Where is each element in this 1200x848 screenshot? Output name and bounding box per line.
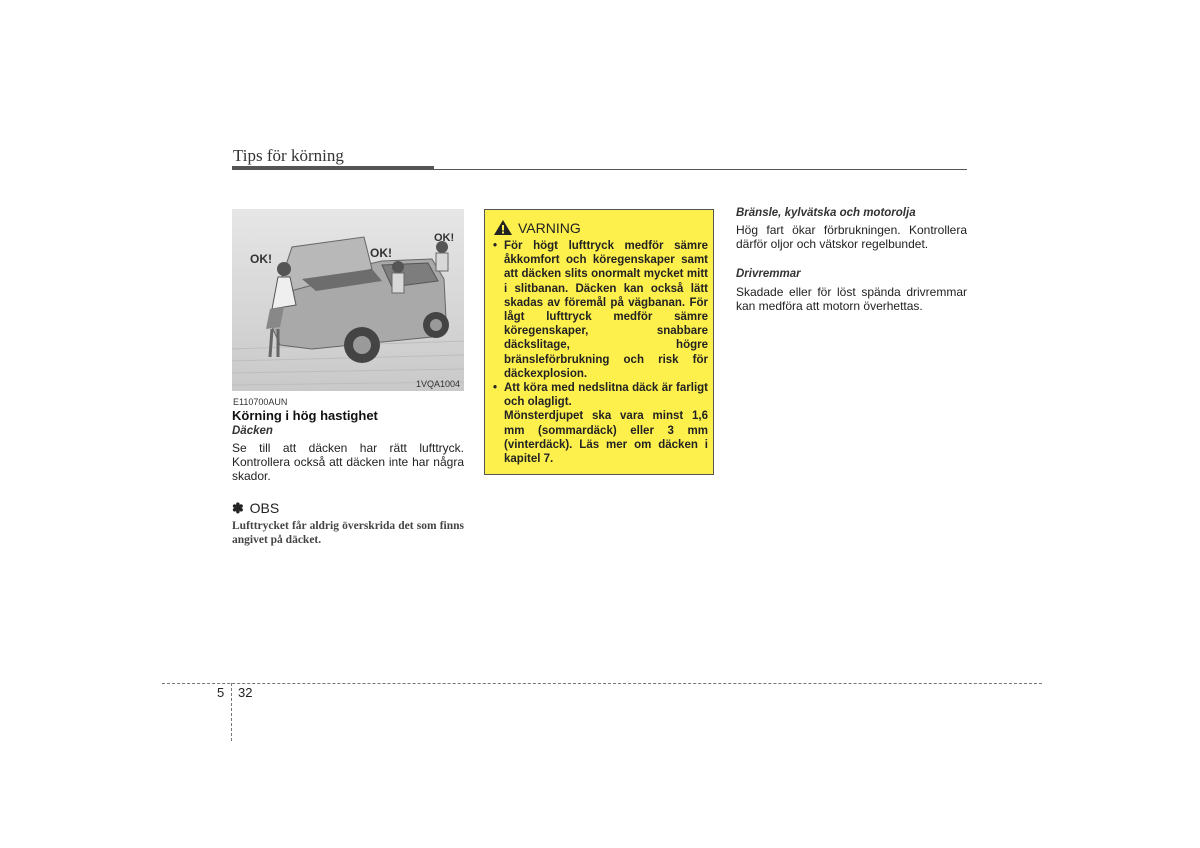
body-belts: Skadade eller för löst spända drivremmar kan medföra att motorn överhettas.	[736, 285, 967, 313]
ok-label-2: OK!	[370, 246, 392, 260]
warning-triangle-icon	[493, 219, 513, 236]
warning-title: VARNING	[518, 219, 581, 236]
body-tires: Se till att däcken har rätt lufttryck. Kontrollera också att däcken inte har några skador.	[232, 441, 464, 483]
bullet: •	[493, 382, 498, 395]
warning-item	[493, 381, 708, 466]
section-heading: Körning i hög hastighet	[232, 408, 378, 423]
subheading-fuel: Bränsle, kylvätska och motorolja	[736, 207, 916, 219]
body-fuel: Hög fart ökar förbrukningen. Kontrollera därför oljor och vätskor regelbundet.	[736, 223, 967, 251]
warning-item-text: Att köra med nedslitna däck är farligt och olagligt.	[504, 382, 708, 409]
warning-header	[493, 219, 581, 236]
obs-body: Lufttrycket får aldrig överskrida det som finns angivet på däcket.	[232, 520, 464, 546]
warning-item	[493, 239, 708, 381]
warning-item-extra: Mönsterdjupet ska vara minst 1,6 mm (sommardäck) eller 3 mm (vinterdäck). Läs mer om däcken i kapitel 7.	[504, 410, 708, 466]
footer-rule	[162, 683, 1042, 684]
chapter-number: 5	[217, 685, 225, 700]
header-thin-rule	[232, 169, 967, 170]
subheading-belts: Drivremmar	[736, 268, 801, 280]
section-code: E110700AUN	[233, 397, 288, 407]
obs-label: OBS	[249, 500, 280, 516]
ok-label-3: OK!	[434, 232, 455, 244]
warning-list	[493, 239, 708, 466]
obs-star-icon: ✽	[232, 500, 244, 516]
footer-divider	[231, 683, 232, 741]
car-illustration	[232, 209, 464, 391]
page-number: 32	[238, 685, 253, 700]
warning-item-text: För högt lufttryck medför sämre åkkomfort och köregenskaper samt att däcken slits onormalt mycket mitt i slitbanan. Däcken kan också lätt skadas av föremål på vägbanan. För lågt lufttryck medför sämre köregenskaper, snabbare däckslitage, högre bränsleförbrukning och risk för däckexplosion.	[504, 240, 708, 380]
image-code: 1VQA1004	[415, 379, 460, 389]
page-header-title: Tips för körning	[233, 146, 344, 165]
warning-box	[484, 209, 714, 475]
bullet: •	[493, 240, 498, 252]
obs-title	[232, 500, 279, 517]
subheading-tires: Däcken	[232, 425, 273, 437]
car-inspection-image	[232, 209, 464, 391]
ok-label-1: OK!	[250, 252, 272, 266]
